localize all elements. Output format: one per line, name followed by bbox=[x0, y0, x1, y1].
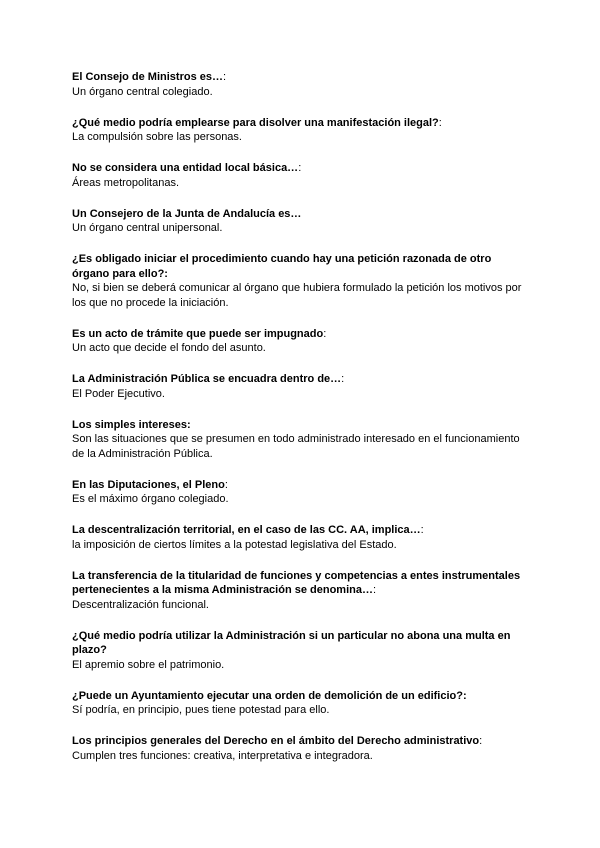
question: La Administración Pública se encuadra dentro de…: bbox=[72, 373, 345, 385]
question: El Consejo de Ministros es…: bbox=[72, 71, 227, 83]
question: ¿Es obligado iniciar el procedimiento cuando hay una petición razonada de otro órgano para ello?: bbox=[72, 253, 492, 280]
qa-item bbox=[72, 523, 530, 552]
qa-item bbox=[72, 569, 530, 613]
answer: la imposición de ciertos límites a la potestad legislativa del Estado. bbox=[72, 538, 397, 551]
question: Los simples intereses: bbox=[72, 418, 191, 431]
qa-item bbox=[72, 418, 530, 462]
qa-item bbox=[72, 70, 530, 99]
question: ¿Qué medio podría utilizar la Administración si un particular no abona una multa en plazo? bbox=[72, 629, 511, 656]
qa-item bbox=[72, 734, 530, 763]
answer: Es el máximo órgano colegiado. bbox=[72, 493, 229, 505]
answer: Son las situaciones que se presumen en todo administrado interesado en el funcionamiento de la Administración Pública. bbox=[72, 433, 520, 460]
answer: Sí podría, en principio, pues tiene potestad para ello. bbox=[72, 704, 330, 716]
answer: El Poder Ejecutivo. bbox=[72, 387, 165, 400]
qa-item bbox=[72, 327, 530, 356]
qa-item bbox=[72, 478, 530, 507]
qa-item bbox=[72, 629, 530, 673]
qa-item bbox=[72, 252, 530, 310]
answer: El apremio sobre el patrimonio. bbox=[72, 658, 225, 671]
answer: Un acto que decide el fondo del asunto. bbox=[72, 342, 266, 354]
question: ¿Qué medio podría emplearse para disolver una manifestación ilegal?: bbox=[72, 116, 442, 129]
answer: Un órgano central colegiado. bbox=[72, 85, 213, 98]
answer: Descentralización funcional. bbox=[72, 598, 209, 611]
answer: Áreas metropolitanas. bbox=[72, 176, 179, 189]
qa-item bbox=[72, 116, 530, 145]
question: Es un acto de trámite que puede ser impugnado: bbox=[72, 327, 327, 340]
qa-item bbox=[72, 161, 530, 190]
qa-item bbox=[72, 372, 530, 401]
qa-item bbox=[72, 207, 530, 236]
answer: La compulsión sobre las personas. bbox=[72, 131, 242, 143]
question: En las Diputaciones, el Pleno: bbox=[72, 478, 228, 491]
question: ¿Puede un Ayuntamiento ejecutar una orden de demolición de un edificio?: bbox=[72, 689, 467, 702]
qa-item bbox=[72, 689, 530, 718]
question: Los principios generales del Derecho en el ámbito del Derecho administrativo: bbox=[72, 735, 483, 747]
question: La descentralización territorial, en el caso de las CC. AA, implica…: bbox=[72, 524, 424, 536]
question: No se considera una entidad local básica…: bbox=[72, 162, 302, 174]
answer: Un órgano central unipersonal. bbox=[72, 222, 223, 234]
answer: Cumplen tres funciones: creativa, interpretativa e integradora. bbox=[72, 749, 373, 762]
answer: No, si bien se deberá comunicar al órgano que hubiera formulado la petición los motivos por los que no procede la iniciación. bbox=[72, 282, 522, 309]
question: Un Consejero de la Junta de Andalucía es… bbox=[72, 207, 302, 220]
question: La transferencia de la titularidad de funciones y competencias a entes instrumentales pertenecientes a la misma Administración se denomina…: bbox=[72, 569, 521, 596]
